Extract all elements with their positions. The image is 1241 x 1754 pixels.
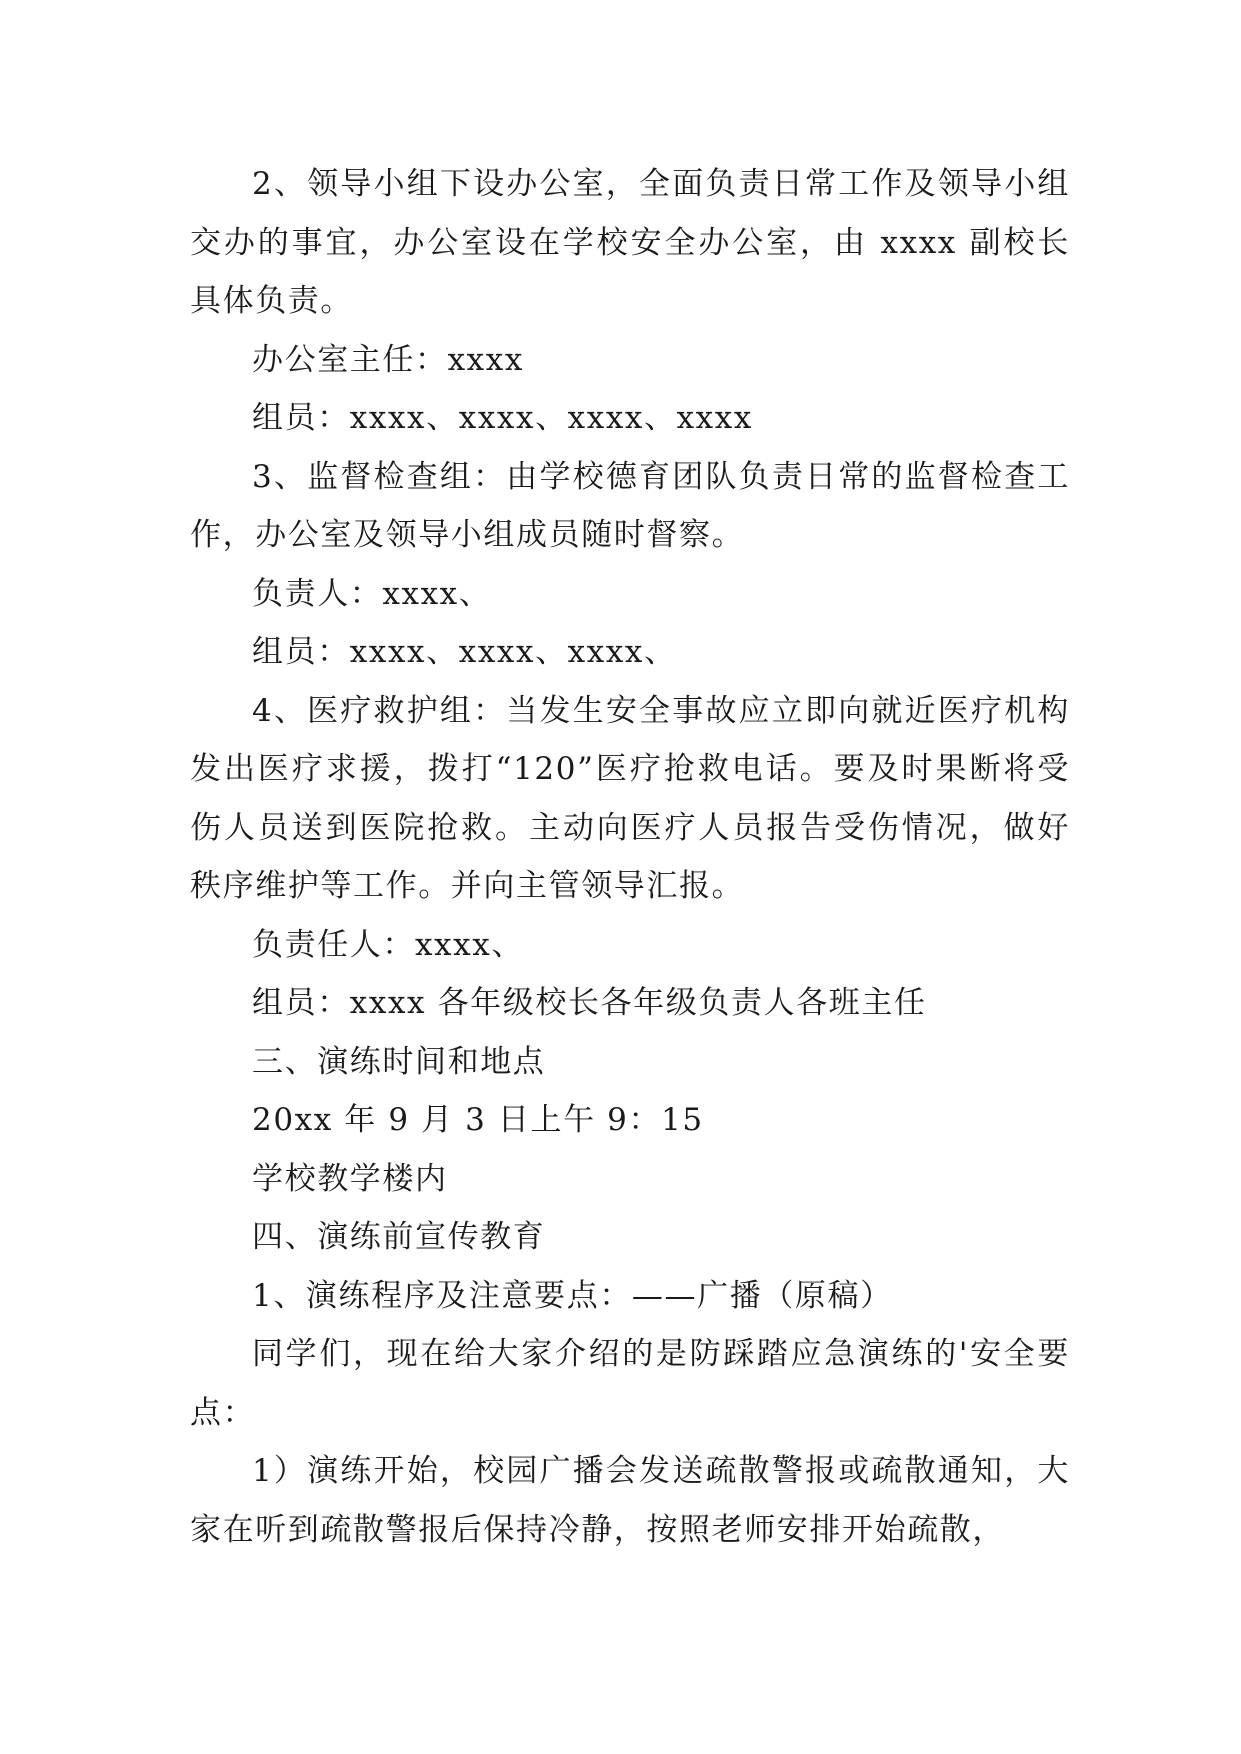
paragraph-inspection-members: 组员：xxxx、xxxx、xxxx、 (252, 634, 677, 670)
paragraph-inspection-group: 3、监督检查组：由学校德育团队负责日常的监督检查工作，办公室及领导小组成员随时督察。 (190, 458, 1070, 553)
paragraph-medical-members: 组员：xxxx 各年级校长各年级负责人各班主任 (252, 985, 927, 1021)
paragraph-medical-leader: 负责任人：xxxx、 (252, 926, 524, 963)
paragraph-broadcast-intro: 同学们，现在给大家介绍的是防踩踏应急演练的'安全要点： (190, 1336, 1070, 1431)
paragraph-drill-place: 学校教学楼内 (252, 1160, 448, 1197)
paragraph-medical-group: 4、医疗救护组：当发生安全事故应立即向就近医疗机构发出医疗求援，拨打“120”医疗抢救电话。要及时果断将受伤人员送到医院抢救。主动向医疗人员报告受伤情况，做好秩序维护等工作。并向主管领导汇报。 (190, 692, 1070, 904)
paragraph-drill-procedure: 1、演练程序及注意要点：——广播（原稿） (252, 1277, 893, 1314)
section-heading-time-place: 三、演练时间和地点 (252, 1043, 546, 1080)
paragraph-drill-time: 20xx 年 9 月 3 日上午 9：15 (252, 1102, 704, 1138)
paragraph-office-setup: 2、领导小组下设办公室，全面负责日常工作及领导小组交办的事宜，办公室设在学校安全办公室，由 xxxx 副校长具体负责。 (190, 166, 1070, 319)
document-page (190, 155, 1070, 1559)
paragraph-office-members: 组员：xxxx、xxxx、xxxx、xxxx (252, 400, 753, 436)
section-heading-education: 四、演练前宣传教育 (252, 1219, 546, 1255)
paragraph-inspection-leader: 负责人：xxxx、 (252, 575, 492, 612)
paragraph-drill-step-1: 1）演练开始，校园广播会发送疏散警报或疏散通知，大家在听到疏散警报后保持冷静，按照老师安排开始疏散， (190, 1453, 1070, 1548)
paragraph-office-director: 办公室主任：xxxx (252, 341, 524, 378)
